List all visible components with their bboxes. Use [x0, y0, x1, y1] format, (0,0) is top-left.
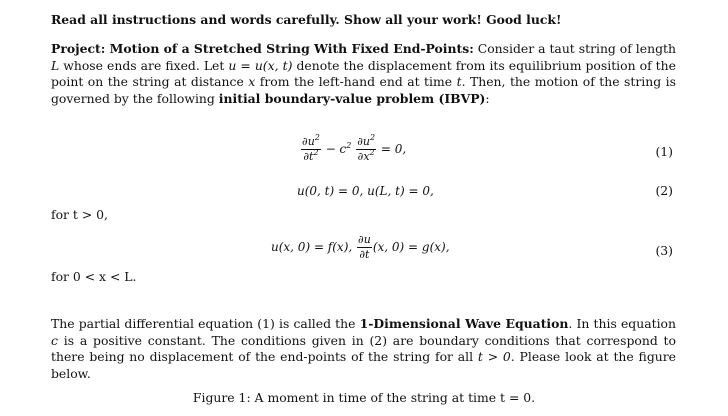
equation-1: $\frac{\partial u^2}{\partial t^2}$ − $c^2$ $\frac{\partial u^2}{\partial x^2}$ = 0,: [302, 133, 407, 163]
project-text-1: Consider a taut string of length: [477, 41, 676, 56]
project-paragraph: [51, 41, 676, 107]
eq1-num-left: ∂u: [302, 135, 315, 148]
equation-2-number: (2): [655, 183, 673, 198]
condition-t: for t > 0,: [51, 207, 108, 222]
project-text-11: :: [485, 90, 490, 106]
wave-text-1: The partial differential equation (1) is called the: [51, 316, 356, 331]
project-text-2: L: [51, 57, 60, 73]
eq1-num-right: ∂u: [357, 135, 370, 148]
eq1-den-right: ∂x: [357, 150, 370, 163]
equation-2: u(0, t) = 0, u(L, t) = 0,: [297, 184, 434, 198]
project-text-6: x: [248, 74, 256, 90]
project-text-8: t: [456, 74, 462, 90]
project-text-10: initial boundary-value problem (IBVP): [218, 90, 486, 106]
wave-t-cond: t > 0: [477, 349, 511, 365]
equation-3-number: (3): [655, 243, 673, 258]
instructions-text: Read all instructions and words carefully. Show all your work! Good luck!: [51, 12, 562, 27]
wave-text-2: . In this equation: [568, 316, 676, 331]
equation-1-number: (1): [655, 144, 673, 159]
eq3-den: ∂t: [359, 248, 370, 261]
wave-text-4: . Please look at the figure below.: [51, 349, 676, 381]
eq1-den-left: ∂t: [303, 150, 314, 163]
project-text-9: . Then, the motion of the string is governed by the following: [51, 74, 676, 106]
wave-paragraph: [51, 316, 676, 382]
wave-bold: 1-Dimensional Wave Equation: [359, 316, 569, 331]
project-text-3: whose ends are fixed. Let: [63, 57, 225, 73]
project-title: Project: Motion of a Stretched String With Fixed End-Points:: [51, 41, 474, 56]
eq1-minus-c: − c: [321, 142, 347, 156]
eq3-lhs: u(x, 0) = f(x),: [271, 240, 353, 254]
eq3-num: ∂u: [358, 233, 371, 246]
equation-3: [271, 234, 450, 261]
project-text-4: u = u(x, t): [228, 57, 293, 73]
eq1-rhs: = 0,: [377, 142, 407, 156]
figure-caption: Figure 1: A moment in time of the string at time t = 0.: [192, 390, 536, 405]
wave-c: c: [51, 332, 58, 348]
project-text-7: from the left-hand end at time: [259, 74, 453, 90]
eq3-rhs: (x, 0) = g(x),: [372, 240, 450, 254]
wave-text-3: is a positive constant. The conditions given in (2) are boundary conditions that correspond to there being no displacement of the end-points of the string for all: [51, 332, 676, 365]
project-text-5: denote the displacement from its equilibrium position of the point on the string at distance: [51, 57, 676, 90]
condition-x: for 0 < x < L.: [51, 269, 137, 284]
